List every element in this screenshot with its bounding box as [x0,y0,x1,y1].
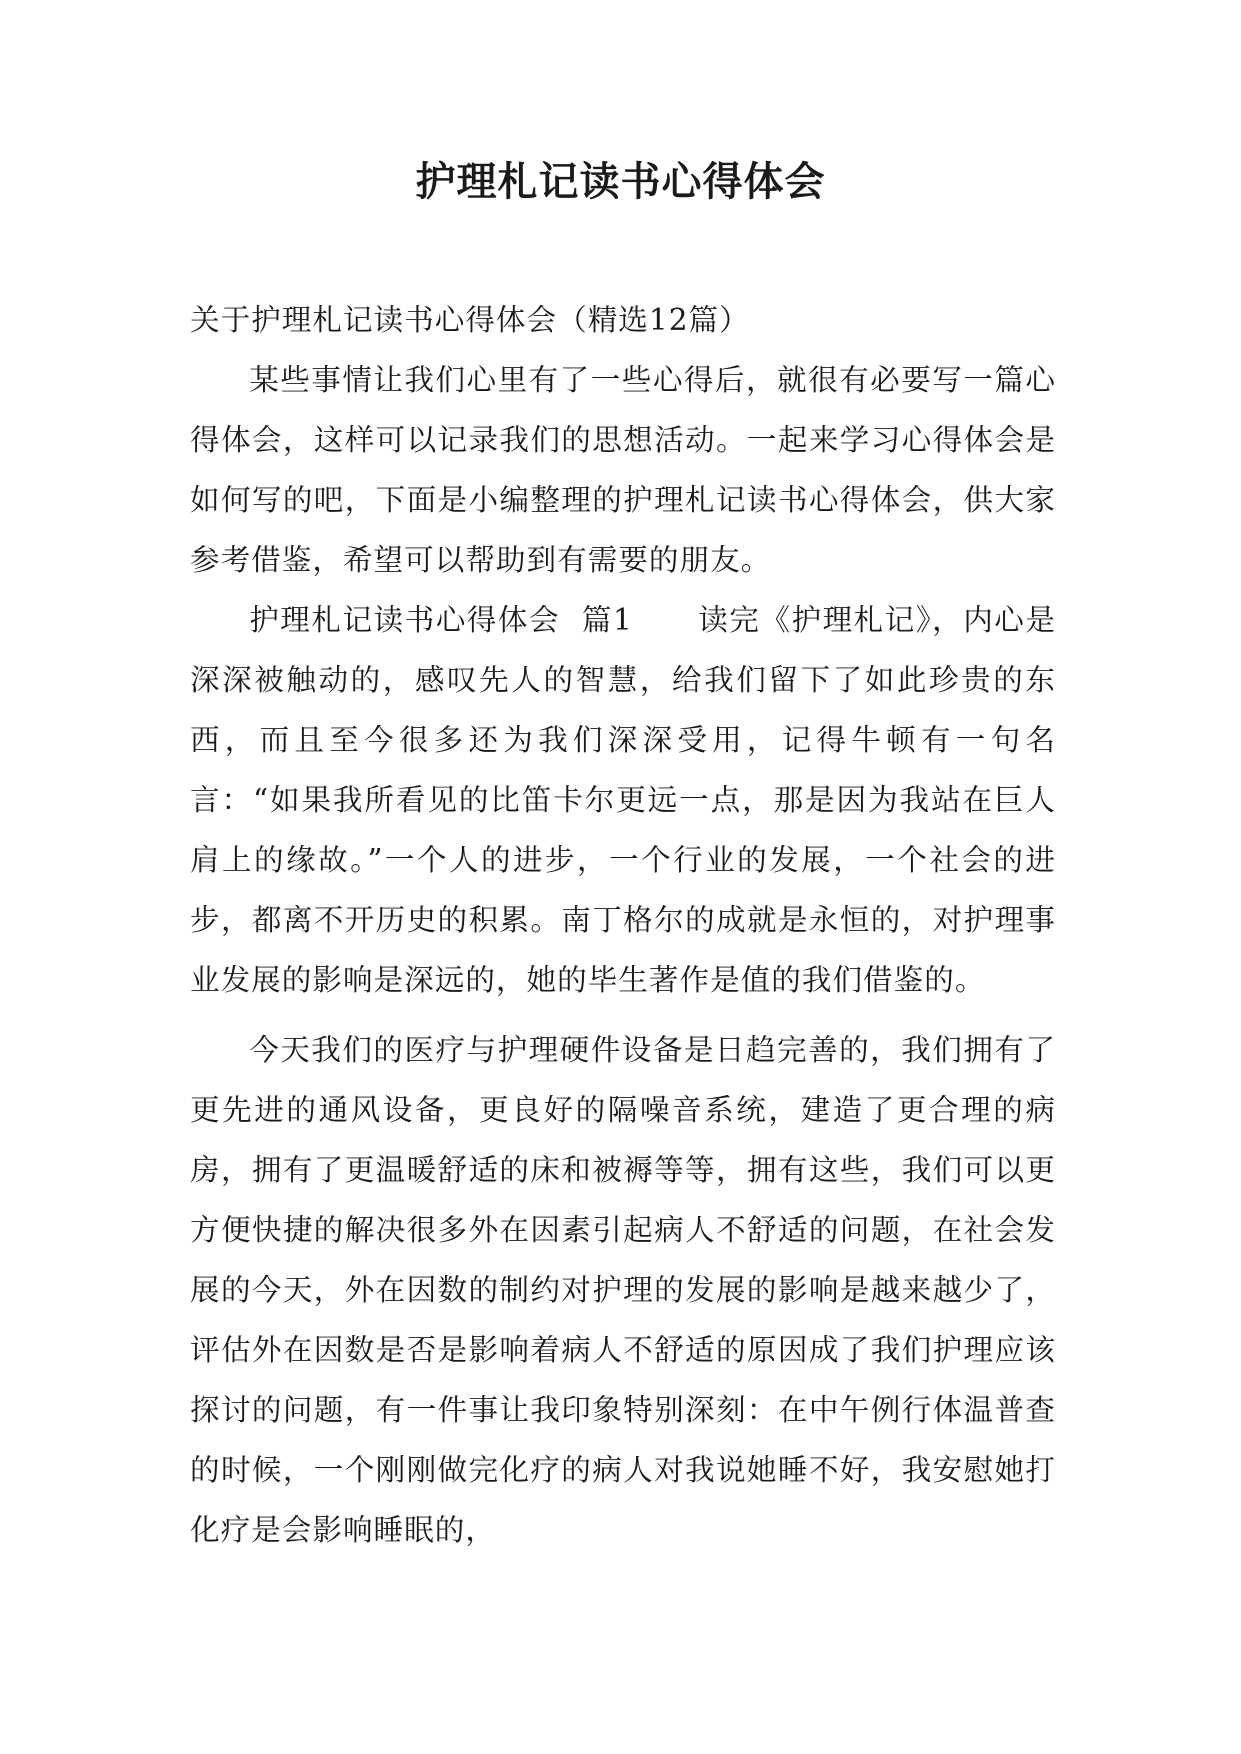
intro-paragraph: 某些事情让我们心里有了一些心得后，就很有必要写一篇心得体会，这样可以记录我们的思想活动。一起来学习心得体会是如何写的吧，下面是小编整理的护理札记读书心得体会，供大家参考借鉴，希望可以帮助到有需要的朋友。 [190,363,1056,577]
section-1-text: 读完《护理札记》，内心是深深被触动的，感叹先人的智慧，给我们留下了如此珍贵的东西，而且至今很多还为我们深深受用，记得牛顿有一句名言：“如果我所看见的比笛卡尔更远一点，那是因为我站在巨人肩上的缘故。”一个人的进步，一个行业的发展，一个社会的进步，都离不开历史的积累。南丁格尔的成就是永恒的，对护理事业发展的影响是深远的，她的毕生著作是值的我们借鉴的。 [190,603,1056,997]
document-body [190,290,1056,1560]
section-1-heading: 护理札记读书心得体会 篇1 [249,603,633,637]
section-1-paragraph [190,590,1056,1010]
document-title: 护理札记读书心得体会 [415,159,826,205]
document-subtitle: 关于护理札记读书心得体会（精选12篇） [190,303,750,337]
paragraph-2: 今天我们的医疗与护理硬件设备是日趋完善的，我们拥有了更先进的通风设备，更良好的隔噪音系统，建造了更合理的病房，拥有了更温暖舒适的床和被褥等等，拥有这些，我们可以更方便快捷的解决很多外在因素引起病人不舒适的问题，在社会发展的今天，外在因数的制约对护理的发展的影响是越来越少了，评估外在因数是否是影响着病人不舒适的原因成了我们护理应该探讨的问题，有一件事让我印象特别深刻：在中午例行体温普查的时候，一个刚刚做完化疗的病人对我说她睡不好，我安慰她打化疗是会影响睡眠的， [190,1033,1056,1547]
